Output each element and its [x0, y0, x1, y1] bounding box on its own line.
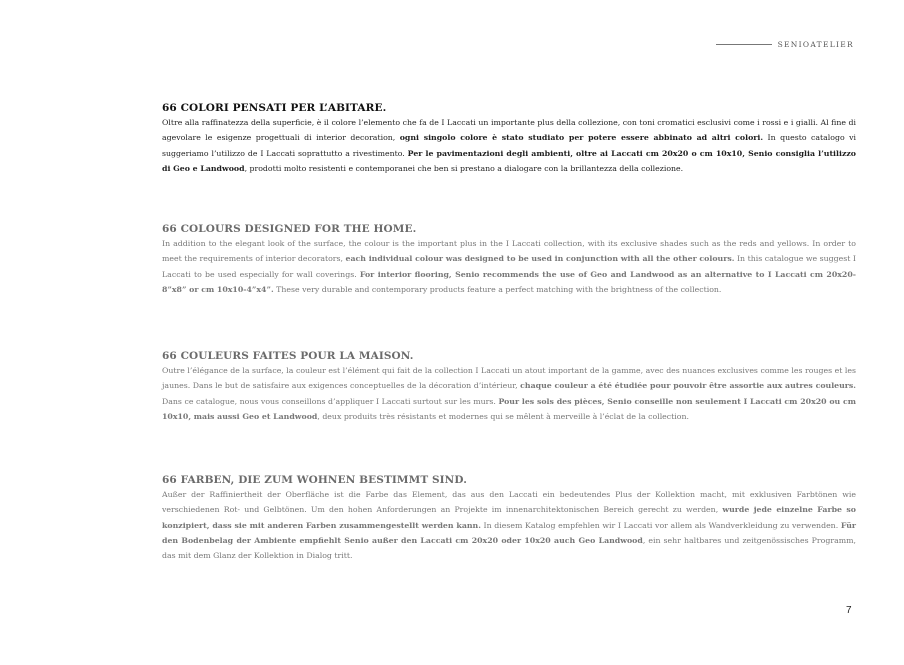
section-body: Outre l’élégance de la surface, la couleur est l’élément qui fait de la collection I Laccati un atout important de la gamme, avec des nuances exclusives comme les rouges et les jaunes. Dans le but de satisfaire aux exigences conceptuelles de la décoration d’intérieur, chaque couleur a été étudiée pour pouvoir être assortie aux autres couleurs. Dans ce catalogue, nous vous conseillons d’appliquer I Laccati surtout sur les murs. Pour les sols des pièces, Senio conseille non seulement I Laccati cm 20x20 ou cm 10x10, mais aussi Geo et Landwood, deux produits très résistants et modernes qui se mêlent à merveille à l’éclat de la collection. [162, 366, 856, 421]
section-body: Oltre alla raffinatezza della superficie, è il colore l’elemento che fa de I Laccati un importante plus della collezione, con toni cromatici esclusivi come i rossi e i gialli. Al fine di agevolare le esigenze progettuali di interior decoration, ogni singolo colore è stato studiato per potere essere abbinato ad altri colori. In questo catalogo vi suggeriamo l’utilizzo de I Laccati soprattutto a rivestimento. Per le pavimentazioni degli ambienti, oltre ai Laccati cm 20x20 o cm 10x10, Senio consiglia l’utilizzo di Geo e Landwood, prodotti molto resistenti e contemporanei che ben si prestano a dialogare con la brillantezza della collezione. [162, 118, 856, 173]
section-french [162, 350, 856, 424]
page-header [716, 40, 854, 49]
section-title: 66 COLOURS DESIGNED FOR THE HOME. [162, 223, 417, 235]
section-title: 66 FARBEN, DIE ZUM WOHNEN BESTIMMT SIND. [162, 474, 467, 486]
section-body: Außer der Raffiniertheit der Oberfläche ist die Farbe das Element, das aus den Laccati ein bedeutendes Plus der Kollektion macht, mit exklusiven Farbtönen wie verschiedenen Rot- und Gelbtönen. Um den hohen Anforderungen an Projekte im innenarchitektonischen Bereich gerecht zu werden, wurde jede einzelne Farbe so konzipiert, dass sie mit anderen Farben zusammengestellt werden kann. In diesem Katalog empfehlen wir I Laccati vor allem als Wandverkleidung zu verwenden. Für den Bodenbelag der Ambiente empfiehlt Senio außer den Laccati cm 20x20 oder 10x20 auch Geo Landwood, ein sehr haltbares und zeitgenössisches Programm, das mit dem Glanz der Kollektion in Dialog tritt. [162, 490, 857, 561]
section-italian [162, 102, 856, 176]
section-title: 66 COLORI PENSATI PER L’ABITARE. [162, 102, 387, 114]
section-english [162, 223, 856, 297]
header-rule [716, 44, 772, 45]
page-number: 7 [846, 605, 852, 616]
section-german [162, 474, 856, 563]
section-title: 66 COULEURS FAITES POUR LA MAISON. [162, 350, 414, 362]
section-body: In addition to the elegant look of the surface, the colour is the important plus in the I Laccati collection, with its exclusive shades such as the reds and yellows. In order to meet the requirements of interior decorators, each individual colour was designed to be used in conjunction with all the other colours. In this catalogue we suggest I Laccati to be used especially for wall coverings. For interior flooring, Senio recommends the use of Geo and Landwood as an alternative to I Laccati cm 20x20-8”x8” or cm 10x10-4”x4”. These very durable and contemporary products feature a perfect matching with the brightness of the collection. [162, 239, 857, 294]
brand-name: SENIOATELIER [777, 40, 854, 49]
